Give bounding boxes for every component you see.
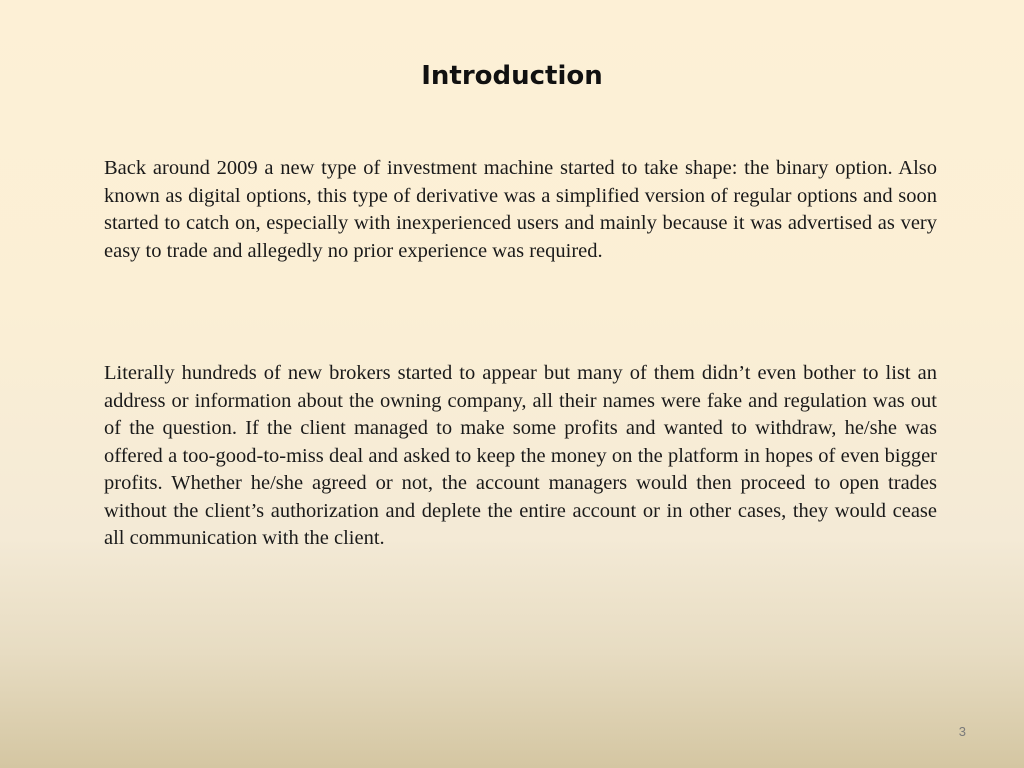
slide-title: Introduction	[421, 61, 603, 91]
paragraph-intro: Back around 2009 a new type of investment machine started to take shape: the binary option. Also known as digital options, this type of derivative was a simplified version of regular options and soon started to catch on, especially with inexperienced users and mainly because it was advertised as very easy to trade and allegedly no prior experience was required.	[104, 157, 937, 262]
page-number: 3	[958, 724, 966, 739]
paragraph-brokers: Literally hundreds of new brokers started to appear but many of them didn’t even bother to list an address or information about the owning company, all their names were fake and regulation was out of the question. If the client managed to make some profits and wanted to withdraw, he/she was offered a too-good-to-miss deal and asked to keep the money on the platform in hopes of even bigger profits. Whether he/she agreed or not, the account managers would then proceed to open trades without the client’s authorization and deplete the entire account or in other cases, they would cease all communication with the client.	[104, 362, 937, 549]
